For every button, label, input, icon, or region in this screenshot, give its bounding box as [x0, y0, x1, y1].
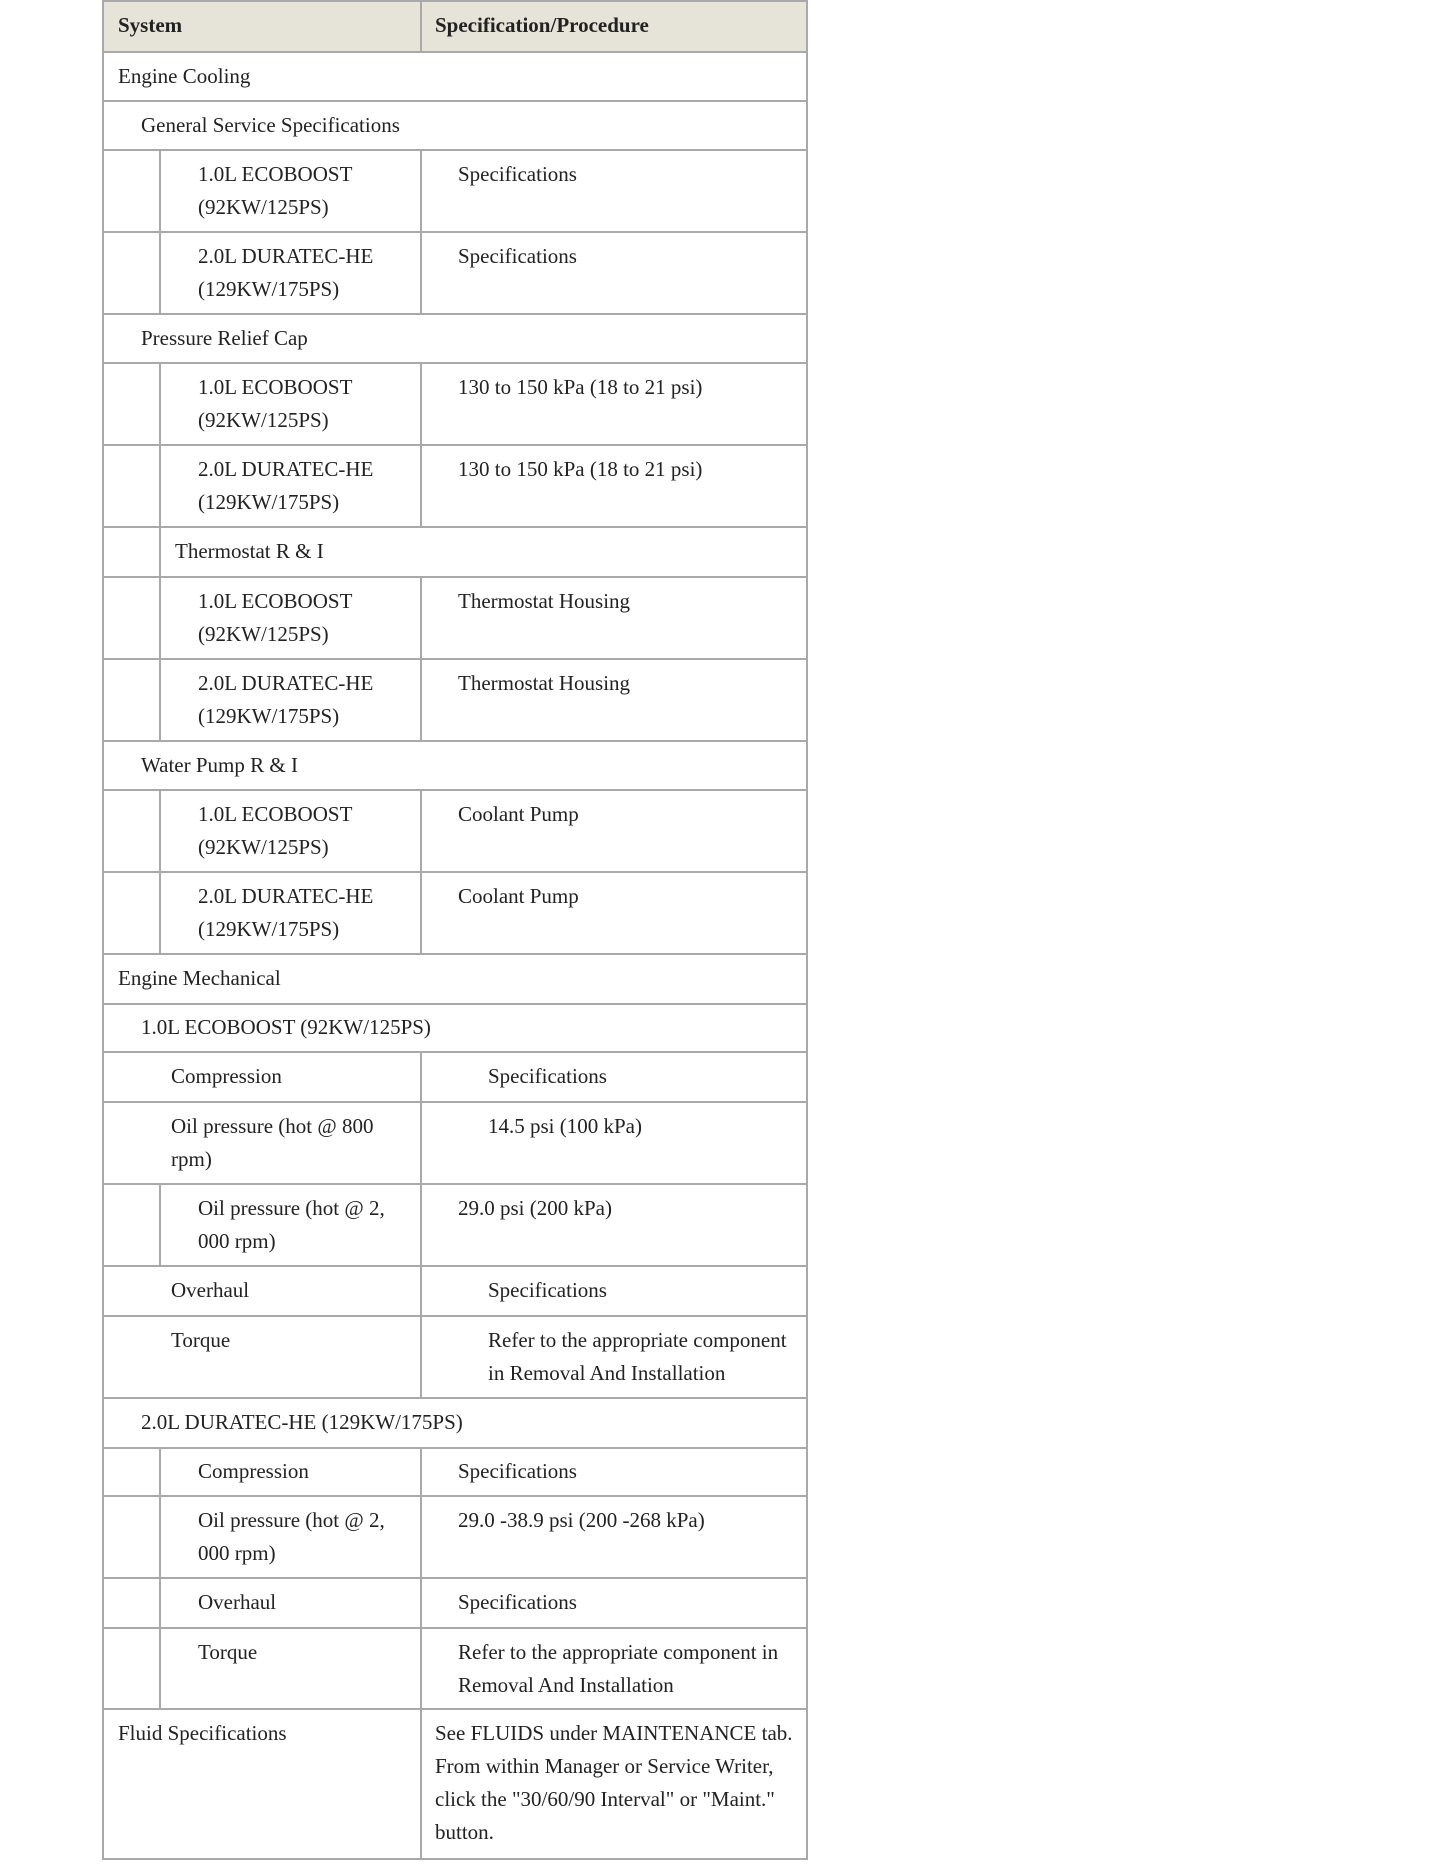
system-cell: Torque	[198, 1640, 258, 1664]
column-divider	[420, 233, 422, 313]
column-divider	[420, 364, 422, 444]
indent-divider	[159, 1629, 161, 1708]
indent-divider	[159, 873, 161, 953]
system-cell: Compression	[198, 1459, 309, 1483]
section-row	[104, 955, 806, 1005]
table-row	[104, 1449, 806, 1497]
subsection-row	[104, 528, 806, 578]
column-divider	[420, 660, 422, 740]
table-row	[104, 1267, 806, 1317]
spec-table	[102, 0, 808, 1860]
system-cell: 2.0L DURATEC-HE (129KW/175PS)	[198, 884, 374, 941]
system-cell: Fluid Specifications	[118, 1721, 287, 1745]
header-spec: Specification/Procedure	[435, 13, 649, 37]
system-cell: 2.0L DURATEC-HE (129KW/175PS)	[198, 244, 374, 301]
column-divider	[420, 1449, 422, 1495]
subsection-label: 2.0L DURATEC-HE (129KW/175PS)	[141, 1410, 463, 1434]
table-row	[104, 151, 806, 233]
subsection-label: General Service Specifications	[141, 113, 400, 137]
section-label: Engine Mechanical	[118, 966, 281, 990]
subsection-label: Pressure Relief Cap	[141, 326, 308, 350]
spec-cell: Specifications	[488, 1064, 607, 1088]
table-row	[104, 446, 806, 528]
column-divider	[420, 2, 422, 51]
spec-cell: Refer to the appropriate component in Removal And Installation	[458, 1640, 779, 1697]
column-divider	[420, 578, 422, 658]
indent-divider	[159, 528, 161, 576]
column-divider	[420, 1053, 422, 1101]
spec-cell: 29.0 psi (200 kPa)	[458, 1196, 612, 1220]
system-cell: 1.0L ECOBOOST (92KW/125PS)	[198, 375, 353, 432]
subsection-row	[104, 742, 806, 791]
column-divider	[420, 1497, 422, 1577]
system-cell: Oil pressure (hot @ 2, 000 rpm)	[198, 1196, 385, 1253]
spec-cell: See FLUIDS under MAINTENANCE tab. From within Manager or Service Writer, click the "30/60/90 Interval" or "Maint." button.	[435, 1721, 793, 1844]
system-cell: Overhaul	[198, 1590, 277, 1614]
system-cell: 1.0L ECOBOOST (92KW/125PS)	[198, 162, 353, 219]
indent-divider	[159, 578, 161, 658]
spec-cell: Specifications	[458, 162, 577, 186]
table-row	[104, 1579, 806, 1629]
spec-cell: Specifications	[458, 244, 577, 268]
column-divider	[420, 791, 422, 871]
spec-cell: 14.5 psi (100 kPa)	[488, 1114, 642, 1138]
spec-cell: 29.0 -38.9 psi (200 -268 kPa)	[458, 1508, 705, 1532]
indent-divider	[159, 1449, 161, 1495]
table-row	[104, 1629, 806, 1710]
spec-cell: Coolant Pump	[458, 884, 579, 908]
subsection-label: Water Pump R & I	[141, 753, 298, 777]
subsection-row	[104, 315, 806, 364]
indent-divider	[159, 1579, 161, 1627]
indent-divider	[159, 233, 161, 313]
spec-cell: 130 to 150 kPa (18 to 21 psi)	[458, 457, 703, 481]
spec-cell: Specifications	[458, 1459, 577, 1483]
table-row	[104, 791, 806, 873]
subsection-label: Thermostat R & I	[175, 539, 324, 563]
spec-cell: Thermostat Housing	[458, 589, 631, 613]
section-row	[104, 53, 806, 102]
table-row	[104, 1317, 806, 1399]
spec-cell: Specifications	[458, 1590, 577, 1614]
column-divider	[420, 1103, 422, 1183]
table-row	[104, 1053, 806, 1103]
system-cell: 1.0L ECOBOOST (92KW/125PS)	[198, 802, 353, 859]
system-cell: Oil pressure (hot @ 2, 000 rpm)	[198, 1508, 385, 1565]
spec-cell: Specifications	[488, 1278, 607, 1302]
system-cell: Oil pressure (hot @ 800 rpm)	[171, 1114, 374, 1171]
table-row	[104, 1710, 806, 1860]
indent-divider	[159, 791, 161, 871]
spec-cell: Thermostat Housing	[458, 671, 631, 695]
header-system: System	[118, 13, 183, 37]
indent-divider	[159, 364, 161, 444]
system-cell: Overhaul	[171, 1278, 250, 1302]
column-divider	[420, 1317, 422, 1397]
table-header-row	[104, 2, 806, 53]
system-cell: 2.0L DURATEC-HE (129KW/175PS)	[198, 457, 374, 514]
table-row	[104, 1103, 806, 1185]
indent-divider	[159, 660, 161, 740]
spec-cell: Coolant Pump	[458, 802, 579, 826]
spec-cell: Refer to the appropriate component in Removal And Installation	[488, 1328, 787, 1385]
column-divider	[420, 873, 422, 953]
table-row	[104, 364, 806, 446]
subsection-row	[104, 1399, 806, 1449]
system-cell: Torque	[171, 1328, 231, 1352]
column-divider	[420, 151, 422, 231]
spec-cell: 130 to 150 kPa (18 to 21 psi)	[458, 375, 703, 399]
table-row	[104, 873, 806, 955]
indent-divider	[159, 1185, 161, 1265]
column-divider	[420, 1710, 422, 1860]
indent-divider	[159, 151, 161, 231]
section-label: Engine Cooling	[118, 64, 251, 88]
table-row	[104, 233, 806, 315]
column-divider	[420, 1267, 422, 1315]
indent-divider	[159, 1497, 161, 1577]
table-row	[104, 578, 806, 660]
system-cell: 2.0L DURATEC-HE (129KW/175PS)	[198, 671, 374, 728]
table-row	[104, 1497, 806, 1579]
system-cell: Compression	[171, 1064, 282, 1088]
indent-divider	[159, 446, 161, 526]
column-divider	[420, 446, 422, 526]
column-divider	[420, 1579, 422, 1627]
subsection-row	[104, 1005, 806, 1053]
subsection-label: 1.0L ECOBOOST (92KW/125PS)	[141, 1015, 431, 1039]
column-divider	[420, 1629, 422, 1708]
table-row	[104, 660, 806, 742]
system-cell: 1.0L ECOBOOST (92KW/125PS)	[198, 589, 353, 646]
column-divider	[420, 1185, 422, 1265]
subsection-row	[104, 102, 806, 151]
table-row	[104, 1185, 806, 1267]
